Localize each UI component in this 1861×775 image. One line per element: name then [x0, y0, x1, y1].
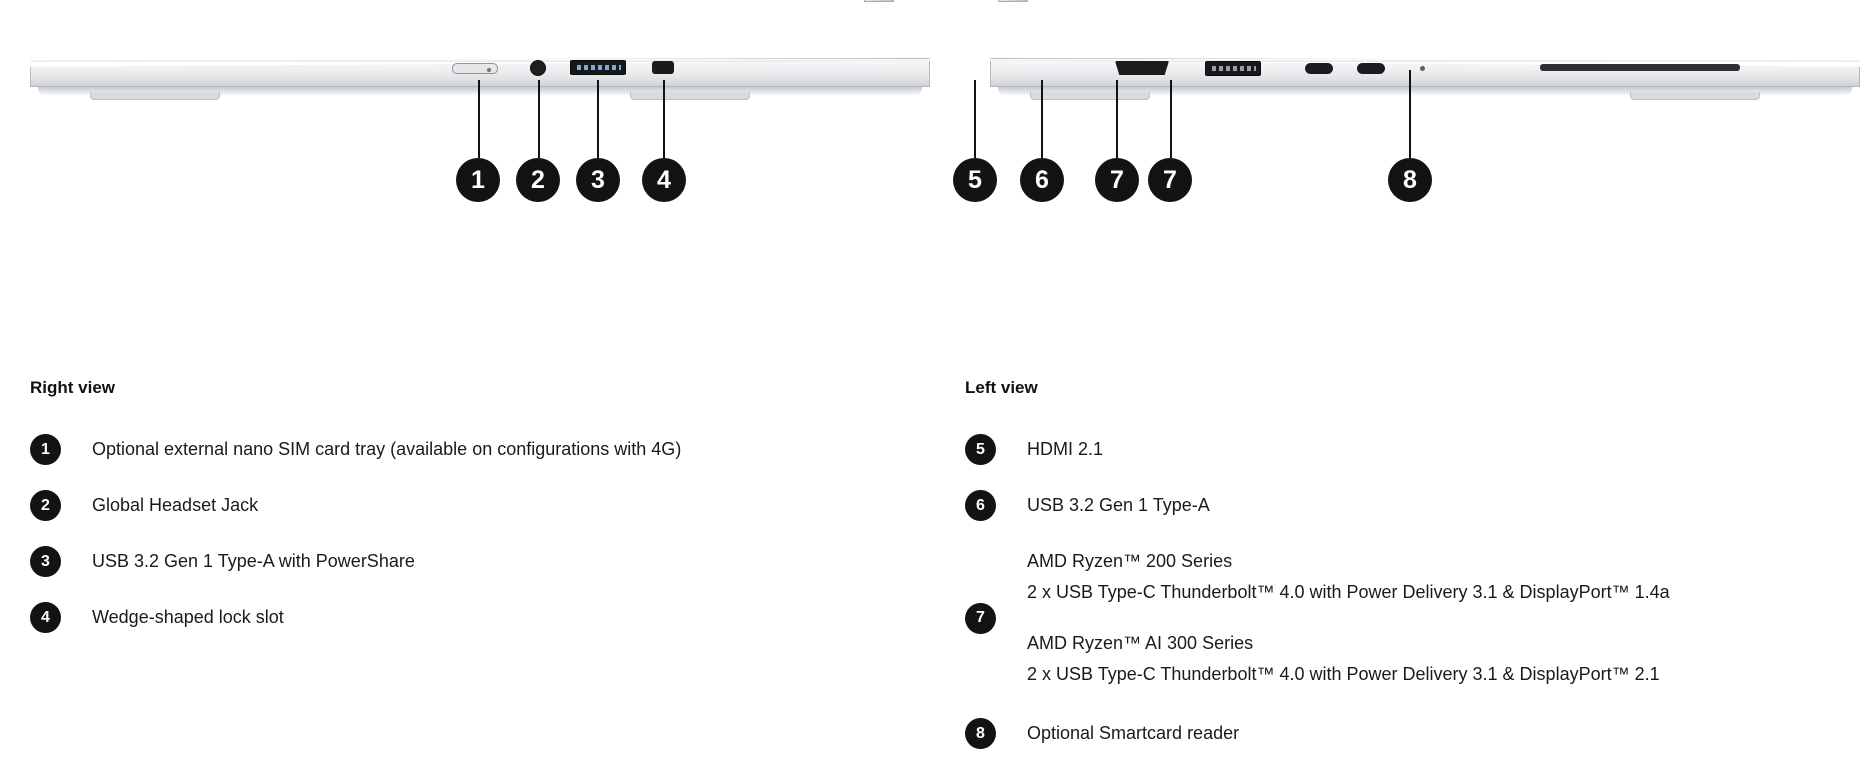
callout-badge-6: 6 — [1020, 158, 1064, 202]
leader-line-1 — [478, 80, 480, 158]
leader-line-3 — [597, 80, 599, 158]
legend-number-8: 8 — [965, 718, 996, 749]
leader-line-8 — [1409, 70, 1411, 158]
leader-line-2 — [538, 80, 540, 158]
laptop-left-side-illustration — [990, 0, 1860, 140]
leader-line-6 — [1041, 80, 1043, 158]
legend-item-3 — [30, 546, 950, 577]
hdmi-port — [1115, 61, 1169, 75]
legend-text-1: Optional external nano SIM card tray (available on configurations with 4G) — [92, 439, 682, 459]
rubber-foot-left — [1030, 92, 1150, 100]
callout-badge-4: 4 — [642, 158, 686, 202]
legend-item-5 — [965, 434, 1855, 465]
leader-line-7b — [1170, 80, 1172, 158]
callout-badge-1: 1 — [456, 158, 500, 202]
callout-badge-2: 2 — [516, 158, 560, 202]
usb-c-thunderbolt-port-1 — [1305, 63, 1333, 74]
usb-a-powershare-port — [570, 60, 626, 75]
legend-text-7-group-1 — [1027, 546, 1670, 608]
legend-item-8 — [965, 718, 1855, 749]
usb-a-port — [1205, 61, 1261, 76]
usb-c-thunderbolt-port-2 — [1357, 63, 1385, 74]
laptop-lid — [998, 0, 1028, 2]
legend-text-3: USB 3.2 Gen 1 Type-A with PowerShare — [92, 551, 415, 571]
left-view-heading: Left view — [965, 378, 1038, 397]
legend-number-5: 5 — [965, 434, 996, 465]
legend-number-1: 1 — [30, 434, 61, 465]
legend-item-7 — [965, 546, 1855, 690]
legend-item-6 — [965, 490, 1855, 521]
callout-badge-5: 5 — [953, 158, 997, 202]
legend-text-7-group-1-line-2: 2 x USB Type-C Thunderbolt™ 4.0 with Power Delivery 3.1 & DisplayPort™ 1.4a — [1027, 582, 1670, 602]
rubber-foot-right — [1630, 92, 1760, 100]
callout-badge-8: 8 — [1388, 158, 1432, 202]
legend-text-7 — [1027, 546, 1670, 690]
callout-badge-7b: 7 — [1148, 158, 1192, 202]
illustration-area — [0, 0, 1861, 250]
left-view-legend — [965, 378, 1855, 774]
rubber-foot-left — [90, 92, 220, 100]
legend-number-7: 7 — [965, 603, 996, 634]
legend-text-7-group-2-line-2: 2 x USB Type-C Thunderbolt™ 4.0 with Power Delivery 3.1 & DisplayPort™ 2.1 — [1027, 664, 1660, 684]
leader-line-4 — [663, 80, 665, 158]
microphone-hole — [1420, 66, 1425, 71]
wedge-lock-slot-port — [652, 61, 674, 74]
legend-number-3: 3 — [30, 546, 61, 577]
callout-badge-7a: 7 — [1095, 158, 1139, 202]
rubber-foot-right — [630, 92, 750, 100]
right-view-heading: Right view — [30, 378, 116, 397]
legend-text-4: Wedge-shaped lock slot — [92, 607, 284, 627]
chassis-top-edge — [30, 58, 930, 62]
legend-text-2: Global Headset Jack — [92, 495, 259, 515]
headset-jack-port — [530, 60, 546, 76]
callout-badge-3: 3 — [576, 158, 620, 202]
laptop-right-side-illustration — [30, 0, 930, 140]
right-view-legend — [30, 378, 950, 658]
legend-text-8: Optional Smartcard reader — [1027, 723, 1240, 743]
legend-item-2 — [30, 490, 950, 521]
legend-text-7-group-2 — [1027, 628, 1670, 690]
smartcard-reader-slot — [1540, 64, 1740, 71]
leader-line-5 — [974, 80, 976, 158]
legend-text-5: HDMI 2.1 — [1027, 439, 1104, 459]
laptop-lid — [864, 0, 894, 2]
legend-text-7-group-2-line-1: AMD Ryzen™ AI 300 Series — [1027, 633, 1254, 653]
legend-number-4: 4 — [30, 602, 61, 633]
legend-item-1 — [30, 434, 950, 465]
legend-text-6: USB 3.2 Gen 1 Type-A — [1027, 495, 1210, 515]
legend-number-6: 6 — [965, 490, 996, 521]
legend-number-2: 2 — [30, 490, 61, 521]
legend-item-4 — [30, 602, 950, 633]
sim-card-tray-port — [452, 63, 498, 74]
legend-text-7-group-1-line-1: AMD Ryzen™ 200 Series — [1027, 551, 1233, 571]
leader-line-7a — [1116, 80, 1118, 158]
